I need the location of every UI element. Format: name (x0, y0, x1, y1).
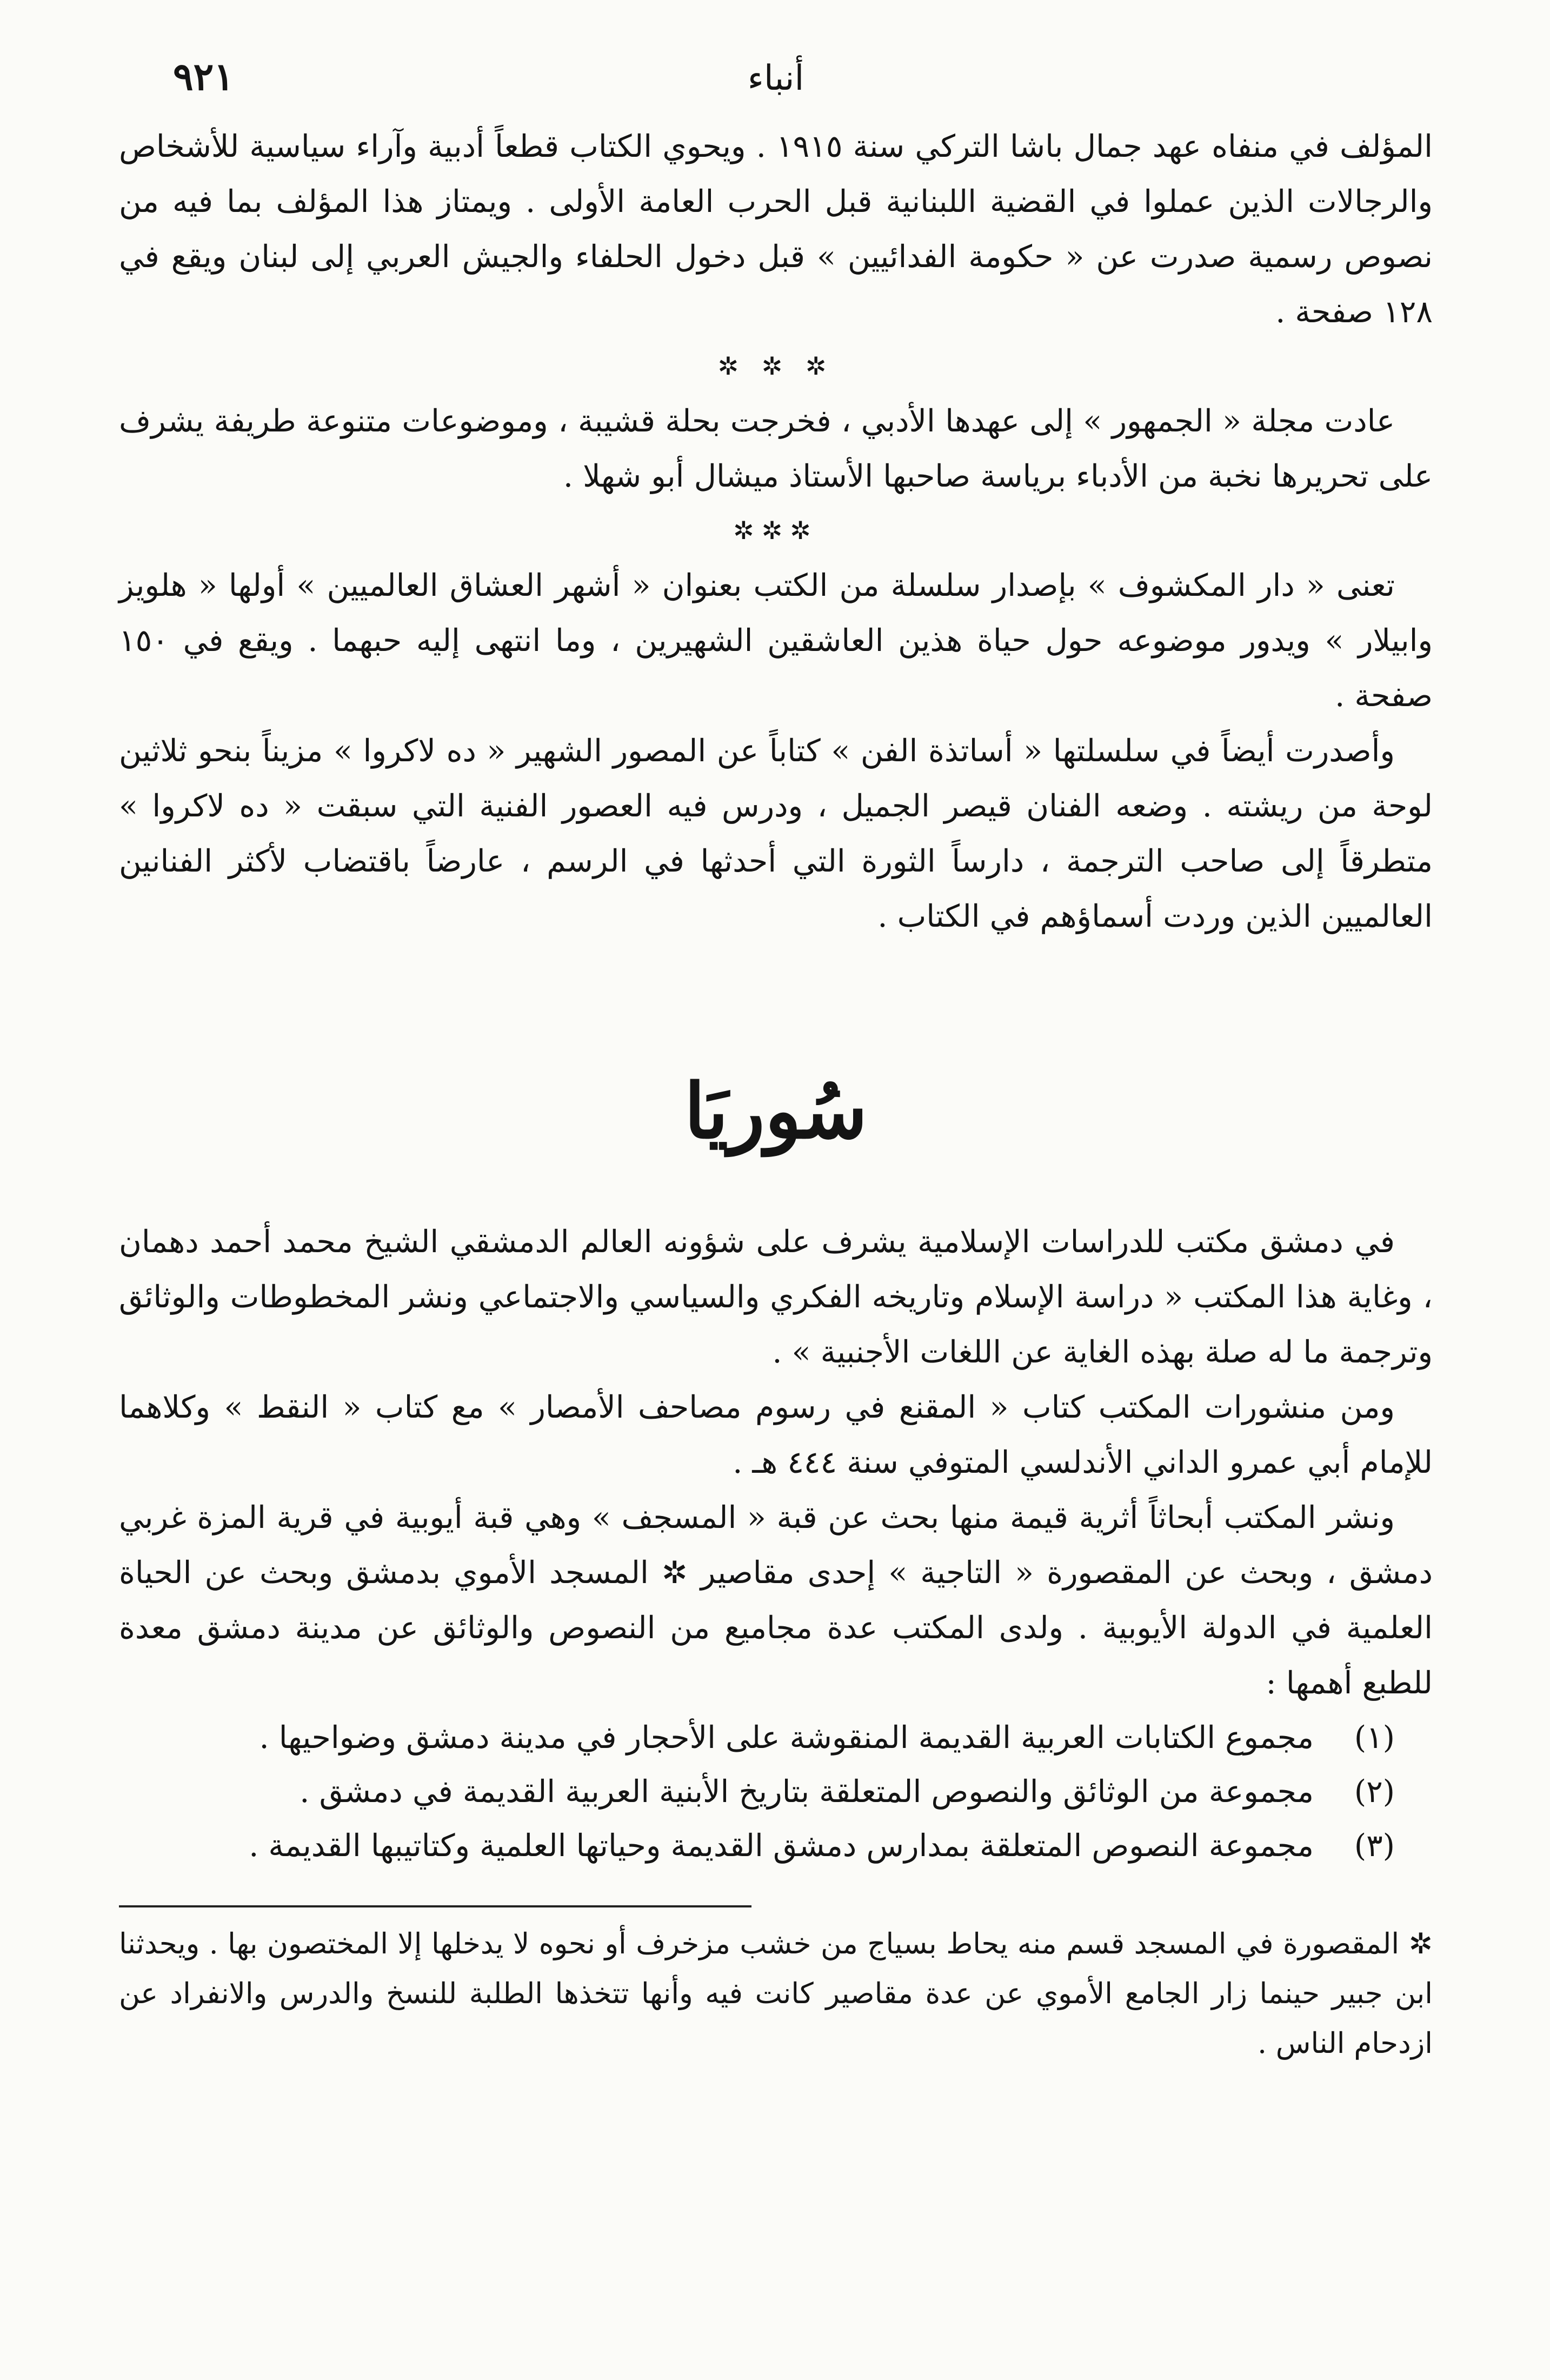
list-item-text: مجموعة النصوص المتعلقة بمدارس دمشق القديمة وحياتها العلمية وكتاتيبها القديمة . (249, 1828, 1314, 1864)
list-item-text: مجموعة من الوثائق والنصوص المتعلقة بتاريخ الأبنية العربية القديمة في دمشق . (300, 1774, 1314, 1810)
book-description-paragraph: المؤلف في منفاه عهد جمال باشا التركي سنة ١٩١٥ . ويحوي الكتاب قطعاً أدبية وآراء سياسية للأشخاص والرجالات الذين عملوا في القضية اللبنانية قبل الحرب العامة الأولى . ويمتاز هذا المؤلف بما فيه من نصوص رسمية صدرت عن « حكومة الفدائيين » قبل دخول الحلفاء والجيش العربي إلى لبنان ويقع في ١٢٨ صفحة . (119, 129, 1433, 330)
collections-list (119, 1711, 1433, 1873)
footnote-section (119, 1905, 1433, 2069)
damascus-office-paragraph: في دمشق مكتب للدراسات الإسلامية يشرف على شؤونه العالم الدمشقي الشيخ محمد أحمد دهمان ، وغاية هذا المكتب « دراسة الإسلام وتاريخه الفكري والسياسي والاجتماعي ونشر المخطوطات والوثائق وترجمة ما له صلة بهذه الغاية عن اللغات الأجنبية » . (119, 1224, 1433, 1370)
document-page (119, 49, 1433, 2341)
running-header (119, 49, 1433, 119)
page-number: ٩٢١ (173, 54, 234, 99)
list-item-number: (٣) (1354, 1828, 1395, 1864)
list-item-number: (٢) (1354, 1774, 1395, 1810)
running-title: أنباء (747, 58, 804, 98)
section-separator: ✲✲✲ (733, 516, 819, 545)
list-item-number: (١) (1354, 1720, 1395, 1756)
list-item (119, 1819, 1395, 1873)
delacroix-book-paragraph: وأصدرت أيضاً في سلسلتها « أساتذة الفن » كتاباً عن المصور الشهير « ده لاكروا » مزيناً بنحو ثلاثين لوحة من ريشته . وضعه الفنان قيصر الجميل ، ودرس فيه العصور الفنية التي سبقت « ده لاكروا » متطرقاً إلى صاحب الترجمة ، دارساً الثورة التي أحدثها في الرسم ، عارضاً باقتضاب لأكثر الفنانين العالميين الذين وردت أسماؤهم في الكتاب . (119, 733, 1433, 934)
section-separator: ✲ ✲ ✲ (717, 351, 834, 381)
office-publications-paragraph: ومن منشورات المكتب كتاب « المقنع في رسوم مصاحف الأمصار » مع كتاب « النقط » وكلاهما للإمام أبي عمرو الداني الأندلسي المتوفي سنة ٤٤٤ هـ . (119, 1390, 1433, 1480)
office-research-paragraph: ونشر المكتب أبحاثاً أثرية قيمة منها بحث عن قبة « المسجف » وهي قبة أيوبية في قرية المزة غربي دمشق ، وبحث عن المقصورة « التاجية » إحدى مقاصير ✲ المسجد الأموي بدمشق وبحث عن الحياة العلمية في الدولة الأيوبية . ولدى المكتب عدة مجاميع من النصوص والوثائق عن مدينة دمشق معدة للطبع أهمها : (119, 1500, 1433, 1701)
section-title-syria: سُوريَا (684, 1067, 868, 1156)
list-item (119, 1765, 1395, 1819)
jumhur-magazine-paragraph: عادت مجلة « الجمهور » إلى عهدها الأدبي ، فخرجت بحلة قشيبة ، وموضوعات متنوعة طريفة يشرف على تحريرها نخبة من الأدباء برياسة صاحبها الأستاذ ميشال أبو شهلا . (119, 403, 1433, 494)
list-item-text: مجموع الكتابات العربية القديمة المنقوشة على الأحجار في مدينة دمشق وضواحيها . (259, 1720, 1314, 1756)
footnote-rule (119, 1905, 751, 1907)
makshouf-series-paragraph: تعنى « دار المكشوف » بإصدار سلسلة من الكتب بعنوان « أشهر العشاق العالميين » أولها « هلويز وابيلار » ويدور موضوعه حول حياة هذين العاشقين الشهيرين ، وما انتهى إليه حبهما . ويقع في ١٥٠ صفحة . (119, 568, 1433, 714)
footnote-text: ✲ المقصورة في المسجد قسم منه يحاط بسياج من خشب مزخرف أو نحوه لا يدخلها إلا المختصون بها . ويحدثنا ابن جبير حينما زار الجامع الأموي عن عدة مقاصير كانت فيه وأنها تتخذها الطلبة للنسخ والدرس والانفراد عن ازدحام الناس . (119, 1927, 1433, 2060)
list-item (119, 1711, 1395, 1765)
